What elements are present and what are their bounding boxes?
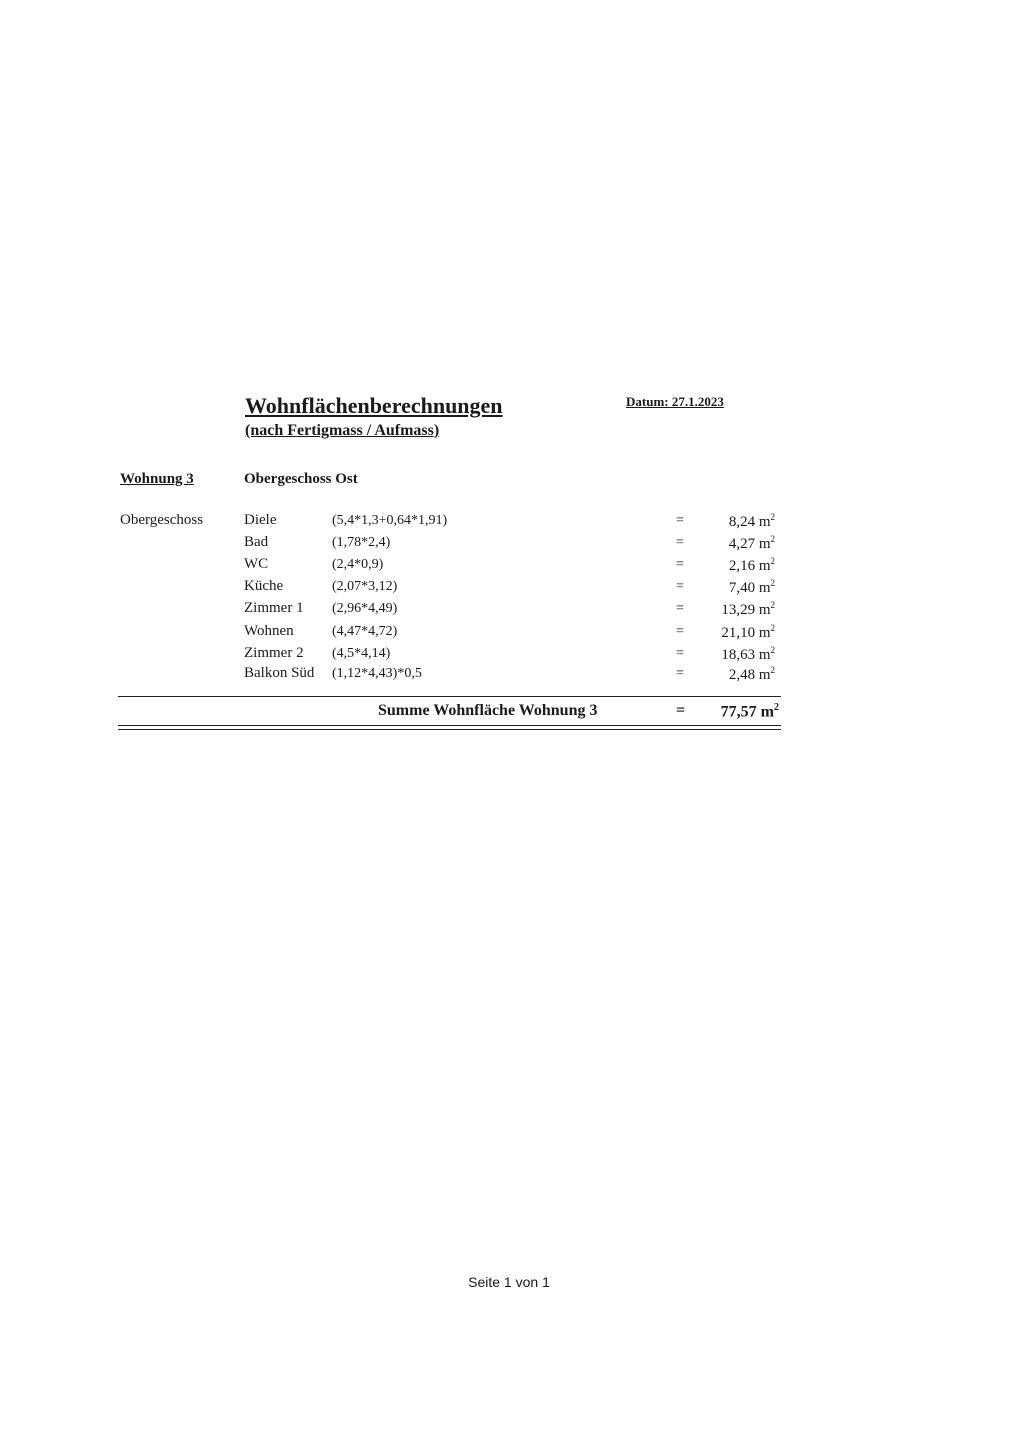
room-area: 2,48 $m^2$ [728, 665, 775, 683]
room-area: 13,29 $m^2$ [721, 600, 775, 618]
equals-sign: = [676, 624, 684, 639]
room-formula: (4,5*4,14) [332, 646, 391, 661]
equals-sign: = [676, 646, 684, 661]
room-area: 21,10 $m^2$ [721, 623, 775, 641]
room-area: 2,16 $m^2$ [728, 556, 775, 574]
room-name: Wohnen [244, 623, 294, 639]
room-name: Zimmer 2 [244, 645, 304, 661]
equals-sign: = [676, 579, 684, 594]
room-formula: (2,4*0,9) [332, 557, 384, 572]
room-area: 8,24 $m^2$ [728, 512, 775, 530]
summary-label: Summe Wohnfläche Wohnung 3 [378, 702, 598, 719]
document-title: Wohnflächenberechnungen [245, 393, 503, 418]
room-formula: (5,4*1,3+0,64*1,91) [332, 513, 448, 528]
floor-label: Obergeschoss [120, 512, 204, 528]
equals-sign: = [676, 601, 684, 616]
summary-equals-sign: = [676, 702, 686, 719]
room-name: Balkon Süd [244, 665, 315, 681]
room-formula: (2,07*3,12) [332, 579, 398, 594]
double-underline-top [118, 725, 781, 726]
equals-sign: = [676, 513, 684, 528]
room-area: 7,40 $m^2$ [728, 578, 775, 596]
equals-sign: = [676, 535, 684, 550]
room-name: Bad [244, 534, 269, 550]
double-underline-bottom [118, 729, 781, 730]
room-formula: (4,47*4,72) [332, 624, 398, 639]
equals-sign: = [676, 666, 684, 681]
page-number: Seite 1 von 1 [468, 1274, 550, 1290]
room-formula: (1,12*4,43)*0,5 [332, 666, 422, 681]
document-subtitle: (nach Fertigmass / Aufmass) [245, 422, 440, 439]
room-name: WC [244, 556, 269, 572]
section-title: Obergeschoss Ost [244, 471, 358, 487]
room-name: Küche [244, 578, 284, 594]
equals-sign: = [676, 557, 684, 572]
summary-total: 77,57 $m^2$ [720, 702, 779, 721]
room-formula: (1,78*2,4) [332, 535, 391, 550]
room-name: Diele [244, 512, 277, 528]
divider-line [118, 696, 781, 697]
unit-label: Wohnung 3 [120, 471, 194, 487]
room-name: Zimmer 1 [244, 600, 304, 616]
room-formula: (2,96*4,49) [332, 601, 398, 616]
room-area: 18,63 $m^2$ [721, 645, 775, 663]
room-area: 4,27 $m^2$ [728, 534, 775, 552]
document-date: Datum: 27.1.2023 [626, 394, 724, 409]
